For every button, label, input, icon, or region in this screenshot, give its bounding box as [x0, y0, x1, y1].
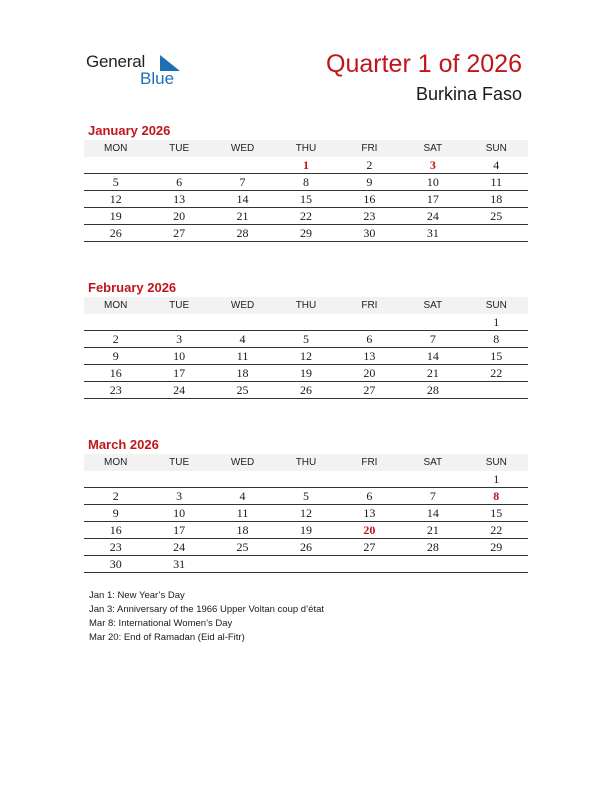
day-cell: 13: [338, 348, 401, 365]
empty-day-cell: [84, 157, 147, 174]
day-cell: 2: [84, 331, 147, 348]
day-cell: 28: [401, 382, 464, 399]
day-cell: 9: [338, 174, 401, 191]
day-cell: 14: [401, 348, 464, 365]
day-cell: 27: [338, 539, 401, 556]
weekday-header: MON: [84, 140, 147, 157]
logo-general-text: General: [86, 52, 146, 71]
week-row: [84, 208, 528, 225]
day-cell: 25: [211, 539, 274, 556]
logo-blue-text: Blue: [140, 69, 175, 88]
day-cell: 2: [338, 157, 401, 174]
day-cell: 22: [465, 522, 528, 539]
day-cell: 20: [338, 365, 401, 382]
week-row: [84, 314, 528, 331]
empty-day-cell: [211, 157, 274, 174]
day-cell: 4: [465, 157, 528, 174]
calendar-grid: [84, 454, 528, 573]
day-cell: 31: [147, 556, 210, 573]
day-cell: 13: [147, 191, 210, 208]
day-cell: 23: [84, 539, 147, 556]
day-cell: 17: [147, 522, 210, 539]
day-cell: 21: [401, 522, 464, 539]
day-cell: 15: [465, 505, 528, 522]
empty-day-cell: [84, 471, 147, 488]
day-cell: 23: [84, 382, 147, 399]
empty-day-cell: [147, 157, 210, 174]
day-cell: 31: [401, 225, 464, 242]
day-cell: 25: [211, 382, 274, 399]
weekday-header: FRI: [338, 297, 401, 314]
week-row: [84, 331, 528, 348]
weekday-header: WED: [211, 140, 274, 157]
weekday-header: SUN: [465, 140, 528, 157]
weekday-header: SAT: [401, 140, 464, 157]
day-cell: 16: [338, 191, 401, 208]
day-cell: 29: [274, 225, 337, 242]
holiday-note: Mar 20: End of Ramadan (Eid al-Fitr): [89, 632, 245, 643]
day-cell: 26: [84, 225, 147, 242]
empty-day-cell: [211, 556, 274, 573]
holiday-notes: [89, 589, 324, 645]
weekday-header: TUE: [147, 140, 210, 157]
day-cell: 18: [211, 365, 274, 382]
day-cell: 22: [274, 208, 337, 225]
day-cell: 8: [274, 174, 337, 191]
country-name: Burkina Faso: [415, 84, 522, 104]
weekday-header: MON: [84, 297, 147, 314]
day-cell: 8: [465, 331, 528, 348]
day-cell: 7: [211, 174, 274, 191]
day-cell: 20: [147, 208, 210, 225]
empty-day-cell: [465, 556, 528, 573]
day-cell: 14: [401, 505, 464, 522]
weekday-header: THU: [274, 454, 337, 471]
day-cell: 12: [84, 191, 147, 208]
week-row: [84, 382, 528, 399]
week-row: [84, 488, 528, 505]
empty-day-cell: [211, 471, 274, 488]
month-march: [84, 436, 528, 573]
day-cell: 29: [465, 539, 528, 556]
empty-day-cell: [274, 471, 337, 488]
week-row: [84, 174, 528, 191]
day-cell: 5: [274, 488, 337, 505]
day-cell: 24: [401, 208, 464, 225]
day-cell: 6: [338, 331, 401, 348]
calendar-grid: [84, 140, 528, 242]
day-cell: 9: [84, 348, 147, 365]
empty-day-cell: [274, 314, 337, 331]
day-cell: 12: [274, 348, 337, 365]
week-row: [84, 522, 528, 539]
weekday-header: THU: [274, 140, 337, 157]
weekday-header: TUE: [147, 297, 210, 314]
day-cell: 24: [147, 539, 210, 556]
day-cell: 21: [401, 365, 464, 382]
day-cell: 9: [84, 505, 147, 522]
day-cell: 13: [338, 505, 401, 522]
empty-day-cell: [465, 225, 528, 242]
day-cell: 4: [211, 331, 274, 348]
page-title: Quarter 1 of 2026: [326, 50, 522, 78]
day-cell: 22: [465, 365, 528, 382]
day-cell: 7: [401, 331, 464, 348]
weekday-header: WED: [211, 297, 274, 314]
day-cell: 24: [147, 382, 210, 399]
empty-day-cell: [401, 471, 464, 488]
day-cell: 17: [147, 365, 210, 382]
weekday-header: FRI: [338, 140, 401, 157]
empty-day-cell: [465, 382, 528, 399]
calendar-grid: [84, 297, 528, 399]
empty-day-cell: [147, 314, 210, 331]
weekday-header: WED: [211, 454, 274, 471]
day-cell: 15: [274, 191, 337, 208]
week-row: [84, 157, 528, 174]
month-january: [84, 122, 528, 242]
empty-day-cell: [84, 314, 147, 331]
day-cell: 30: [338, 225, 401, 242]
empty-day-cell: [274, 556, 337, 573]
day-cell: 11: [211, 505, 274, 522]
day-cell: 16: [84, 365, 147, 382]
day-cell: 19: [274, 522, 337, 539]
day-cell: 11: [465, 174, 528, 191]
day-cell: 23: [338, 208, 401, 225]
month-name: January 2026: [88, 123, 171, 138]
day-cell: 10: [147, 505, 210, 522]
week-row: [84, 365, 528, 382]
day-cell: 16: [84, 522, 147, 539]
holiday-note: Jan 3: Anniversary of the 1966 Upper Voltan coup d’état: [89, 604, 325, 615]
empty-day-cell: [147, 471, 210, 488]
day-cell: 26: [274, 539, 337, 556]
empty-day-cell: [338, 314, 401, 331]
week-row: [84, 348, 528, 365]
weekday-header: TUE: [147, 454, 210, 471]
month-february: [84, 279, 528, 399]
holiday-note: Mar 8: International Women’s Day: [89, 618, 233, 629]
day-cell: 15: [465, 348, 528, 365]
week-row: [84, 225, 528, 242]
day-cell: 10: [401, 174, 464, 191]
weekday-header: SUN: [465, 454, 528, 471]
day-cell: 17: [401, 191, 464, 208]
month-name: March 2026: [88, 437, 159, 452]
day-cell: 8: [465, 488, 528, 505]
empty-day-cell: [338, 556, 401, 573]
weekday-header: MON: [84, 454, 147, 471]
weekday-header: SAT: [401, 454, 464, 471]
weekday-header: FRI: [338, 454, 401, 471]
day-cell: 3: [147, 331, 210, 348]
day-cell: 30: [84, 556, 147, 573]
week-row: [84, 471, 528, 488]
weekday-header: SUN: [465, 297, 528, 314]
day-cell: 28: [401, 539, 464, 556]
month-name: February 2026: [88, 280, 177, 295]
empty-day-cell: [401, 314, 464, 331]
day-cell: 21: [211, 208, 274, 225]
day-cell: 25: [465, 208, 528, 225]
week-row: [84, 539, 528, 556]
empty-day-cell: [338, 471, 401, 488]
week-row: [84, 191, 528, 208]
day-cell: 4: [211, 488, 274, 505]
day-cell: 14: [211, 191, 274, 208]
day-cell: 19: [84, 208, 147, 225]
day-cell: 28: [211, 225, 274, 242]
day-cell: 1: [465, 471, 528, 488]
day-cell: 1: [465, 314, 528, 331]
day-cell: 3: [401, 157, 464, 174]
day-cell: 26: [274, 382, 337, 399]
day-cell: 10: [147, 348, 210, 365]
day-cell: 18: [465, 191, 528, 208]
day-cell: 6: [338, 488, 401, 505]
day-cell: 6: [147, 174, 210, 191]
day-cell: 7: [401, 488, 464, 505]
day-cell: 19: [274, 365, 337, 382]
day-cell: 11: [211, 348, 274, 365]
day-cell: 20: [338, 522, 401, 539]
day-cell: 5: [274, 331, 337, 348]
day-cell: 27: [147, 225, 210, 242]
week-row: [84, 505, 528, 522]
day-cell: 3: [147, 488, 210, 505]
week-row: [84, 556, 528, 573]
day-cell: 1: [274, 157, 337, 174]
day-cell: 5: [84, 174, 147, 191]
holiday-note: Jan 1: New Year’s Day: [89, 590, 185, 601]
empty-day-cell: [211, 314, 274, 331]
day-cell: 12: [274, 505, 337, 522]
empty-day-cell: [401, 556, 464, 573]
day-cell: 2: [84, 488, 147, 505]
weekday-header: THU: [274, 297, 337, 314]
weekday-header: SAT: [401, 297, 464, 314]
day-cell: 27: [338, 382, 401, 399]
generalblue-logo: [86, 52, 186, 92]
day-cell: 18: [211, 522, 274, 539]
